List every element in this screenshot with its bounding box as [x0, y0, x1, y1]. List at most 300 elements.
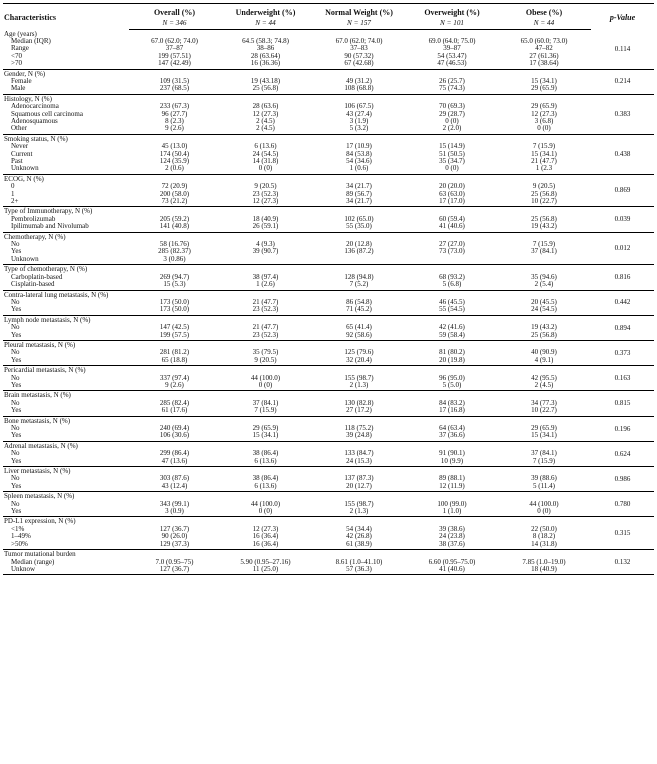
value-cell: 128 (94.8)	[344, 272, 374, 281]
value-cell: 27 (27.0)	[439, 240, 465, 249]
section-title: Smoking status, N (%)	[3, 134, 129, 143]
value-cell: 12 (27.3)	[531, 109, 557, 118]
value-cell: 5 (6.8)	[442, 280, 462, 289]
value-cell: 26 (59.1)	[252, 222, 279, 231]
table-row	[3, 85, 654, 94]
value-cell: 63 (63.0)	[439, 189, 465, 198]
value-cell: 15 (34.1)	[531, 76, 557, 85]
value-cell: 40 (90.9)	[531, 348, 557, 357]
value-cell: 6 (13.6)	[254, 481, 277, 490]
value-cell: 10 (22.7)	[531, 197, 557, 206]
value-cell: 64 (63.4)	[439, 424, 465, 432]
row-label: Yes	[11, 305, 22, 314]
value-cell: 24 (15.3)	[346, 456, 372, 465]
row-label: No	[11, 449, 20, 458]
value-cell: 106 (30.6)	[159, 431, 190, 440]
value-cell: 23 (52.3)	[252, 330, 279, 339]
value-cell: 1 (2.3	[535, 164, 553, 173]
section-title: Tumor mutational burden	[3, 550, 129, 559]
table-row	[3, 501, 654, 508]
value-cell: 14 (31.8)	[252, 157, 279, 165]
row-label: No	[11, 323, 20, 332]
value-cell: 25 (56.8)	[252, 84, 279, 93]
value-cell: 7 (5.2)	[349, 280, 369, 289]
value-cell: 269 (94.7)	[159, 272, 190, 281]
row-label: No	[11, 348, 20, 357]
row-label: Never	[11, 142, 29, 151]
value-cell: 28 (63.64)	[250, 51, 281, 60]
value-cell: 4 (9.3)	[256, 240, 275, 249]
value-cell: 147 (42.5)	[159, 323, 190, 332]
value-cell: 64.5 (58.3; 74.8)	[242, 36, 289, 45]
section-title: Type of Immunotherapy, N (%)	[3, 207, 129, 216]
value-cell: 61 (38.9)	[346, 539, 372, 548]
table-row	[3, 483, 654, 492]
header-group-overall: Overall (%)	[129, 4, 220, 20]
value-cell: 174 (50.4)	[159, 149, 190, 158]
table-row	[3, 60, 654, 69]
value-cell	[407, 256, 497, 265]
value-cell: 55 (35.0)	[346, 222, 372, 231]
value-cell: 20 (45.5)	[531, 297, 557, 306]
value-cell: 8 (18.2)	[532, 532, 556, 541]
value-cell: 20 (12.7)	[346, 481, 372, 490]
value-cell: 0 (0)	[258, 507, 273, 516]
value-cell	[220, 256, 311, 265]
value-cell: 43 (27.4)	[346, 109, 372, 118]
value-cell: 125 (79.6)	[344, 348, 374, 357]
value-cell: 9 (20.5)	[254, 355, 277, 364]
value-cell: 0 (0)	[445, 164, 459, 173]
table-row	[3, 165, 654, 174]
row-label: Yes	[11, 380, 22, 389]
value-cell: 84 (53.8)	[346, 149, 372, 158]
row-label: No	[11, 424, 20, 432]
value-cell: 3 (6.8)	[534, 116, 554, 125]
value-cell: 47 (46.53)	[437, 59, 467, 68]
value-cell: 16 (36.4)	[252, 539, 279, 548]
value-cell: 12 (27.3)	[252, 197, 279, 206]
value-cell: 8 (2.3)	[165, 116, 184, 125]
value-cell: 38 (86.4)	[252, 474, 279, 483]
value-cell: 17 (16.8)	[439, 406, 465, 415]
row-label: Yes	[11, 481, 22, 490]
value-cell: 17 (10.9)	[346, 142, 372, 151]
row-label: Unknown	[11, 254, 39, 263]
table-body	[3, 30, 654, 575]
value-cell: 92 (58.6)	[346, 330, 372, 339]
value-cell: 3 (0.86)	[163, 254, 186, 263]
value-cell: 37 (36.6)	[439, 431, 465, 440]
value-cell: 9 (2.6)	[165, 124, 184, 133]
value-cell: 14 (31.8)	[531, 539, 557, 548]
value-cell: 15 (14.9)	[439, 142, 465, 151]
p-value-cell: 0.869	[591, 174, 654, 207]
table-row	[3, 274, 654, 281]
table-row	[3, 382, 654, 391]
section-title: Bone metastasis, N (%)	[3, 416, 129, 425]
value-cell: 46 (45.5)	[439, 297, 465, 306]
value-cell: 45 (13.0)	[161, 142, 188, 151]
header-n-normal-weight: N = 157	[311, 19, 407, 30]
p-value-cell: 0.114	[614, 44, 631, 53]
section-title: Spleen metastasis, N (%)	[3, 492, 129, 501]
value-cell: 199 (57.5)	[159, 330, 190, 339]
table-row	[3, 332, 654, 341]
value-cell: 15 (34.1)	[252, 431, 279, 440]
section-title: Type of chemotherapy, N (%)	[3, 265, 129, 274]
value-cell: 67.0 (62.0; 74.0)	[151, 36, 198, 45]
value-cell: 23 (52.3)	[252, 305, 279, 314]
value-cell: 69.0 (64.0; 75.0)	[428, 36, 476, 45]
row-label: Carboplatin-based	[11, 272, 63, 281]
value-cell: 9 (2.6)	[165, 380, 184, 389]
value-cell: 7 (15.9)	[532, 142, 556, 151]
p-value-cell: 0.315	[591, 517, 654, 550]
row-label: 2+	[11, 197, 19, 206]
table-row	[3, 508, 654, 517]
value-cell: 27 (17.2)	[346, 406, 372, 415]
row-label: No	[11, 240, 20, 249]
value-cell: 343 (99.1)	[159, 499, 190, 508]
value-cell: 21 (47.7)	[252, 323, 279, 332]
section-title: Liver metastasis, N (%)	[3, 467, 129, 476]
value-cell: 173 (50.0)	[159, 305, 190, 314]
section-title: ECOG, N (%)	[3, 174, 129, 183]
table-row	[3, 38, 654, 45]
table-row	[3, 458, 654, 467]
table-row	[3, 526, 654, 533]
value-cell: 38 (97.4)	[252, 272, 279, 281]
value-cell: 18 (40.9)	[531, 564, 557, 573]
p-value-cell: 0.196	[591, 416, 654, 441]
value-cell: 39 (90.7)	[252, 247, 279, 256]
table-row	[3, 125, 654, 134]
value-cell: 108 (68.8)	[344, 84, 374, 93]
row-label: Unknown	[11, 164, 39, 173]
row-label: Cisplatin-based	[11, 280, 55, 289]
value-cell: 19 (43.2)	[531, 323, 557, 332]
value-cell: 29 (65.9)	[531, 102, 557, 111]
row-label: Yes	[11, 431, 22, 440]
value-cell: 61 (17.6)	[161, 406, 188, 415]
row-label: Yes	[11, 247, 22, 256]
value-cell: 9 (20.5)	[532, 182, 556, 191]
value-cell: 71 (45.2)	[346, 305, 372, 314]
value-cell: 20 (19.8)	[439, 355, 465, 364]
value-cell: 7.0 (0.95–75)	[155, 557, 194, 566]
value-cell: 15 (34.1)	[531, 149, 557, 158]
value-cell: 90 (26.0)	[161, 532, 188, 541]
value-cell: 16 (36.36)	[250, 59, 281, 68]
value-cell: 0 (0)	[258, 164, 273, 173]
table-row	[3, 450, 654, 457]
value-cell: 25 (56.8)	[531, 189, 557, 198]
row-label: Range	[11, 44, 29, 53]
value-cell: 0 (0)	[258, 380, 273, 389]
value-cell: 18 (40.9)	[252, 214, 279, 223]
value-cell: 19 (43.2)	[531, 222, 557, 231]
value-cell: 27 (61.36)	[529, 51, 559, 60]
value-cell: 73 (73.0)	[439, 247, 465, 256]
value-cell: 127 (36.7)	[159, 524, 190, 533]
row-label: >70	[11, 59, 22, 68]
value-cell: 147 (42.49)	[158, 59, 191, 68]
table-row	[3, 158, 654, 165]
row-label: Yes	[11, 355, 22, 364]
table-row	[3, 566, 654, 574]
value-cell: 65 (18.8)	[161, 355, 188, 364]
value-cell: 28 (63.6)	[252, 102, 279, 111]
value-cell: 136 (87.2)	[344, 247, 374, 256]
row-label: Male	[11, 84, 26, 93]
value-cell: 96 (95.0)	[439, 373, 465, 382]
value-cell: 35 (34.7)	[439, 157, 465, 165]
p-value-cell: 0.986	[591, 467, 654, 492]
section-row	[3, 134, 654, 143]
value-cell: 42 (26.8)	[346, 532, 372, 541]
value-cell: 19 (43.18)	[250, 76, 281, 85]
value-cell: 44 (100.0)	[529, 499, 559, 508]
value-cell: 2 (0.6)	[165, 164, 184, 173]
section-title: Adrenal metastasis, N (%)	[3, 441, 129, 450]
value-cell: 75 (74.3)	[439, 84, 465, 93]
value-cell: 38 (86.4)	[252, 449, 279, 458]
p-value-cell: 0.438	[591, 134, 654, 174]
value-cell: 24 (23.8)	[439, 532, 465, 541]
value-cell: 49 (31.2)	[346, 76, 372, 85]
table-row	[3, 248, 654, 255]
value-cell: 1 (1.0)	[442, 507, 462, 516]
value-cell: 41 (40.6)	[439, 222, 465, 231]
value-cell: 24 (54.5)	[252, 149, 279, 158]
value-cell: 35 (94.6)	[531, 272, 557, 281]
value-cell: 90 (57.32)	[344, 51, 374, 60]
row-label: No	[11, 373, 20, 382]
value-cell: 44 (100.0)	[250, 499, 281, 508]
value-cell: 9 (20.5)	[254, 182, 277, 191]
value-cell: 84 (83.2)	[439, 398, 465, 407]
table-row	[3, 375, 654, 382]
value-cell: 20 (20.0)	[439, 182, 465, 191]
row-label: Pembrolizumab	[11, 214, 56, 223]
row-label: <70	[11, 51, 22, 60]
value-cell: 100 (99.0)	[437, 499, 467, 508]
section-title: Brain metastasis, N (%)	[3, 391, 129, 400]
value-cell: 54 (34.4)	[346, 524, 372, 533]
value-cell: 5 (5.0)	[442, 380, 462, 389]
section-title: Pericardial metastasis, N (%)	[3, 366, 129, 375]
value-cell: 34 (77.3)	[531, 398, 557, 407]
header-group-normal-weight: Normal Weight (%)	[311, 4, 407, 20]
section-title: PD-L1 expression, N (%)	[3, 517, 129, 526]
table-row	[3, 541, 654, 550]
value-cell: 10 (9.9)	[440, 456, 464, 465]
row-label: Past	[11, 157, 23, 165]
value-cell: 42 (95.5)	[531, 373, 557, 382]
value-cell: 96 (27.7)	[161, 109, 188, 118]
value-cell: 2 (4.5)	[256, 124, 275, 133]
value-cell: 106 (67.5)	[344, 102, 374, 111]
value-cell: 141 (40.8)	[159, 222, 190, 231]
value-cell: 29 (65.9)	[531, 84, 557, 93]
value-cell: 1 (0.6)	[349, 164, 369, 173]
value-cell: 60 (59.4)	[439, 214, 465, 223]
value-cell: 155 (98.7)	[344, 499, 374, 508]
p-value-cell: 0.132	[591, 550, 654, 575]
value-cell: 89 (88.1)	[439, 474, 465, 483]
value-cell: 35 (79.5)	[252, 348, 279, 357]
header-n-obese: N = 44	[497, 19, 591, 30]
header-p-value: p-Value	[591, 4, 654, 30]
value-cell: 38 (37.6)	[439, 539, 465, 548]
row-label: >50%	[11, 539, 28, 548]
row-label: Yes	[11, 330, 22, 339]
value-cell: 2 (4.5)	[534, 380, 554, 389]
value-cell: 65 (41.4)	[346, 323, 372, 332]
value-cell: 58 (16.76)	[159, 240, 190, 249]
value-cell: 47–82	[535, 44, 553, 53]
value-cell: 68 (93.2)	[439, 272, 465, 281]
value-cell: 2 (4.5)	[256, 116, 275, 125]
p-value-cell: 0.442	[591, 290, 654, 315]
value-cell: 21 (47.7)	[252, 297, 279, 306]
value-cell: 7 (15.9)	[254, 406, 277, 415]
value-cell: 67.0 (62.0; 74.0)	[335, 36, 383, 45]
value-cell: 205 (59.2)	[159, 214, 190, 223]
p-value-cell: 0.816	[591, 265, 654, 290]
p-value-cell: 0.383	[591, 94, 654, 134]
value-cell: 37 (84.1)	[531, 449, 557, 458]
value-cell: 299 (86.4)	[159, 449, 190, 458]
value-cell: 59 (58.4)	[439, 330, 465, 339]
value-cell	[311, 256, 407, 265]
row-label: No	[11, 398, 20, 407]
value-cell: 22 (50.0)	[531, 524, 557, 533]
value-cell: 37 (84.1)	[531, 247, 557, 256]
value-cell: 37–87	[165, 44, 184, 53]
table-row	[3, 223, 654, 232]
section-title: Chemotherapy, N (%)	[3, 232, 129, 241]
p-value-cell: 0.373	[591, 340, 654, 365]
row-label: Unknow	[11, 564, 36, 573]
value-cell: 72 (20.9)	[161, 182, 188, 191]
header-group-overweight: Overweight (%)	[407, 4, 497, 20]
value-cell: 24 (54.5)	[531, 305, 557, 314]
value-cell: 26 (25.7)	[439, 76, 465, 85]
value-cell: 12 (11.9)	[439, 481, 465, 490]
value-cell: 6 (13.6)	[254, 142, 277, 151]
row-label: Median (IQR)	[11, 36, 51, 45]
value-cell: 39 (88.6)	[531, 474, 557, 483]
value-cell: 285 (82.37)	[158, 247, 191, 256]
row-label: Yes	[11, 456, 22, 465]
section-title: Histology, N (%)	[3, 94, 129, 103]
section-row	[3, 174, 654, 183]
value-cell: 155 (98.7)	[344, 373, 374, 382]
row-label: 1	[11, 189, 15, 198]
row-label: No	[11, 297, 20, 306]
value-cell: 127 (36.7)	[159, 564, 190, 573]
value-cell: 41 (40.6)	[439, 564, 465, 573]
value-cell	[497, 256, 591, 265]
header-group-obese: Obese (%)	[497, 4, 591, 20]
p-value-cell: 0.815	[591, 391, 654, 416]
table-row	[3, 432, 654, 441]
value-cell: 5.90 (0.95–27.16)	[240, 557, 291, 566]
value-cell: 81 (80.2)	[439, 348, 465, 357]
p-value-cell: 0.214	[591, 69, 654, 94]
value-cell: 237 (68.5)	[159, 84, 190, 93]
value-cell: 285 (82.4)	[159, 398, 190, 407]
value-cell: 200 (58.0)	[159, 189, 190, 198]
table-row	[3, 349, 654, 356]
value-cell: 2 (5.4)	[534, 280, 554, 289]
value-cell: 15 (5.3)	[163, 280, 186, 289]
value-cell: 17 (17.0)	[439, 197, 465, 206]
value-cell: 55 (54.5)	[439, 305, 465, 314]
row-label: Ipilimumab and Nivolumab	[11, 222, 89, 231]
value-cell: 32 (20.4)	[346, 355, 372, 364]
value-cell: 65.0 (60.0; 73.0)	[520, 36, 568, 45]
p-value-cell: 0.012	[591, 232, 654, 265]
section-title: Gender, N (%)	[3, 69, 129, 78]
row-label: No	[11, 499, 20, 508]
section-title: Age (years)	[4, 29, 37, 38]
header-n-overweight: N = 101	[407, 19, 497, 30]
row-label: Yes	[11, 507, 22, 516]
row-label: Median (range)	[11, 557, 55, 566]
value-cell: 16 (36.4)	[252, 532, 279, 541]
value-cell: 129 (37.3)	[159, 539, 190, 548]
value-cell: 281 (81.2)	[159, 348, 190, 357]
table-row	[3, 306, 654, 315]
value-cell: 38–86	[256, 44, 275, 53]
table-row	[3, 475, 654, 482]
value-cell: 337 (97.4)	[159, 373, 190, 382]
value-cell: 57 (36.3)	[346, 564, 372, 573]
table-row	[3, 111, 654, 118]
header-group-underweight: Underweight (%)	[220, 4, 311, 20]
value-cell: 86 (54.8)	[346, 297, 372, 306]
p-value-cell: 0.624	[591, 441, 654, 466]
row-label: Adenocarcinoma	[11, 102, 59, 111]
value-cell: 29 (28.7)	[439, 109, 465, 118]
value-cell: 7 (15.9)	[532, 240, 556, 249]
value-cell: 2 (2.0)	[442, 124, 462, 133]
p-value-cell: 0.163	[591, 366, 654, 391]
value-cell: 25 (56.8)	[531, 330, 557, 339]
value-cell: 233 (67.3)	[159, 102, 190, 111]
section-title: Pleural metastasis, N (%)	[3, 340, 129, 349]
table-row	[3, 357, 654, 366]
row-label: <1%	[11, 524, 25, 533]
value-cell: 43 (12.4)	[161, 481, 188, 490]
value-cell: 137 (87.3)	[344, 474, 374, 483]
value-cell: 39–87	[443, 44, 461, 53]
value-cell: 47 (13.6)	[161, 456, 188, 465]
row-label: Current	[11, 149, 33, 158]
value-cell: 39 (38.6)	[439, 524, 465, 533]
value-cell: 2 (1.3)	[349, 507, 369, 516]
value-cell: 109 (31.5)	[159, 76, 190, 85]
value-cell: 173 (50.0)	[159, 297, 190, 306]
row-label: Adenosquamous	[11, 116, 58, 125]
value-cell: 4 (9.1)	[534, 355, 554, 364]
value-cell: 5 (11.4)	[533, 481, 555, 490]
table-row	[3, 118, 654, 125]
value-cell: 0 (0)	[537, 124, 551, 133]
